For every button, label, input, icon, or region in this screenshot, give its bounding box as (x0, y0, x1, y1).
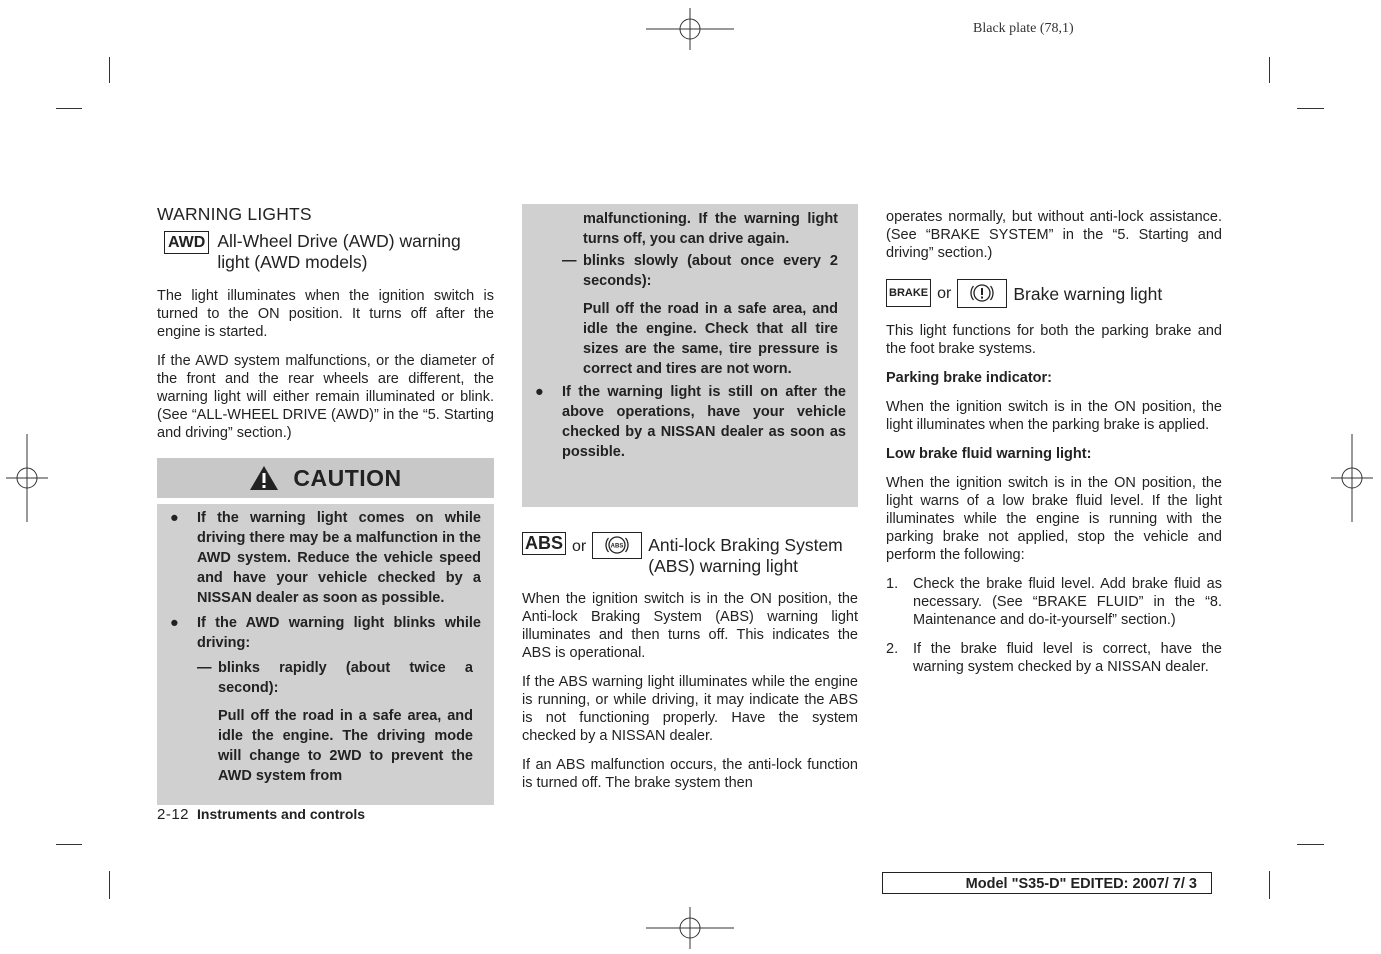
awd-paragraph-1: The light illuminates when the ignition switch is turned to the ON position. It turns off after the engine is started. (157, 288, 494, 340)
caution-cont-text: malfunctioning. If the warning light turns off, you can drive again. (583, 211, 838, 247)
crop-mark (109, 871, 110, 899)
registration-mark-right (1329, 432, 1375, 524)
caution-dash-item (157, 658, 481, 698)
bullet-icon: ● (535, 384, 544, 400)
numbered-item (886, 640, 1222, 676)
item-number: 2. (886, 641, 899, 657)
page-footer (157, 806, 365, 823)
bullet-icon: ● (170, 615, 179, 631)
awd-title (217, 231, 460, 273)
crop-mark (1269, 57, 1270, 83)
crop-mark (1297, 108, 1324, 109)
plate-label: Black plate (78,1) (973, 21, 1074, 36)
brake-title: Brake warning light (1013, 284, 1163, 304)
abs-title (648, 535, 843, 577)
caution-body (157, 504, 494, 805)
caution-bullet-1: If the warning light comes on while driving there may be a malfunction in the AWD system. Reduce the vehicle speed and have your vehicle checked by a NISSAN dealer as soon as possible. (197, 510, 481, 606)
registration-mark-top (644, 6, 736, 52)
crop-mark (56, 108, 82, 109)
abs-title-line-1: Anti-lock Braking System (648, 535, 843, 555)
caution-bullet (157, 613, 481, 653)
crop-mark (1297, 844, 1324, 845)
awd-title-line-2: light (AWD models) (217, 252, 368, 272)
brake-paragraph-1: This light functions for both the parking brake and the foot brake systems. (886, 323, 1222, 357)
crop-mark (1269, 871, 1270, 899)
brake-paragraph-2: When the ignition switch is in the ON position, the light illuminates when the parking brake is applied. (886, 399, 1222, 433)
caution-bullet-3: If the warning light is still on after the above operations, have your vehicle checked by a NISSAN dealer as soon as possible. (562, 384, 846, 460)
brake-paragraph-3: When the ignition switch is in the ON position, the light warns of a low brake fluid level. If the light illuminates while the engine is running with the parking brake not applied, stop the vehicle and perform the following: (886, 475, 1222, 563)
caution-dash-1: blinks rapidly (about twice a second): (218, 660, 473, 696)
item-text: Check the brake fluid level. Add brake fluid as necessary. (See “BRAKE FLUID” in the “8. Maintenance and do-it-yourself” section.) (913, 576, 1222, 628)
brake-indicator-heading (886, 279, 1222, 308)
caution-bullet-2: If the AWD warning light blinks while driving: (197, 615, 481, 651)
or-text: or (572, 538, 587, 555)
item-number: 1. (886, 576, 899, 592)
brake-icon: BRAKE (886, 279, 931, 307)
bullet-icon: ● (170, 510, 179, 526)
abs-circle-label: ABS (610, 543, 624, 550)
caution-continued (522, 204, 858, 507)
low-fluid-heading: Low brake fluid warning light: (886, 446, 1092, 462)
left-column (157, 205, 494, 453)
abs-paragraph-1: When the ignition switch is in the ON position, the Anti-lock Braking System (ABS) warning light illuminates and then turns off. This indicates the ABS is operational. (522, 591, 858, 661)
awd-title-line-1: All-Wheel Drive (AWD) warning (217, 231, 461, 251)
abs-circle-icon (605, 534, 629, 556)
caution-header (157, 458, 494, 498)
abs-icon: ABS (522, 532, 566, 555)
abs-indicator-heading (522, 532, 858, 577)
page-number: 2-12 (157, 806, 190, 823)
brake-circle-icon (970, 281, 994, 305)
numbered-item (886, 575, 1222, 629)
registration-mark-bottom (644, 905, 736, 951)
dash-icon: — (562, 253, 577, 269)
brake-paragraph-0: operates normally, but without anti-lock assistance. (See “BRAKE SYSTEM” in the “5. Starting and driving” section.) (886, 209, 1222, 261)
section-name: Instruments and controls (197, 806, 366, 822)
section-heading: WARNING LIGHTS (157, 204, 312, 224)
caution-dash-item (522, 251, 838, 291)
brake-circle-icon-box (957, 279, 1007, 308)
caution-bullet (522, 382, 846, 462)
crop-mark (109, 57, 110, 83)
right-column (886, 208, 1222, 687)
dash-icon: — (197, 660, 212, 676)
crop-mark (56, 844, 82, 845)
caution-bullet (157, 508, 481, 608)
abs-paragraph-2: If the ABS warning light illuminates while the engine is running, or while driving, it may indicate the ABS is not functioning properly. Have the system checked by a NISSAN dealer. (522, 674, 858, 744)
abs-paragraph-3: If an ABS malfunction occurs, the anti-lock function is turned off. The brake system then (522, 757, 858, 791)
or-text: or (937, 285, 952, 302)
middle-column (522, 532, 858, 803)
awd-indicator-heading (164, 231, 494, 273)
parking-brake-heading: Parking brake indicator: (886, 370, 1052, 386)
caution-title: CAUTION (293, 464, 402, 491)
abs-title-line-2: (ABS) warning light (648, 556, 799, 576)
model-stamp: Model "S35-D" EDITED: 2007/ 7/ 3 (882, 872, 1212, 894)
awd-icon: AWD (164, 231, 209, 254)
item-text: If the brake fluid level is correct, have the warning system checked by a NISSAN dealer. (913, 641, 1222, 675)
abs-circle-icon-box (592, 532, 642, 559)
caution-dash-2-text: Pull off the road in a safe area, and idle the engine. Check that all tire sizes are the same, tire pressure is correct and tires are not worn. (583, 301, 838, 377)
warning-triangle-icon (249, 465, 279, 491)
caution-dash-1-text: Pull off the road in a safe area, and idle the engine. The driving mode will change to 2WD to prevent the AWD system from (218, 708, 473, 784)
caution-dash-2: blinks slowly (about once every 2 seconds): (583, 253, 838, 289)
registration-mark-left (4, 432, 50, 524)
awd-paragraph-2: If the AWD system malfunctions, or the diameter of the front and the rear wheels are different, the warning light will either remain illuminated or blink. (See “ALL-WHEEL DRIVE (AWD)” in the “5. Starting and driving” section.) (157, 353, 494, 441)
